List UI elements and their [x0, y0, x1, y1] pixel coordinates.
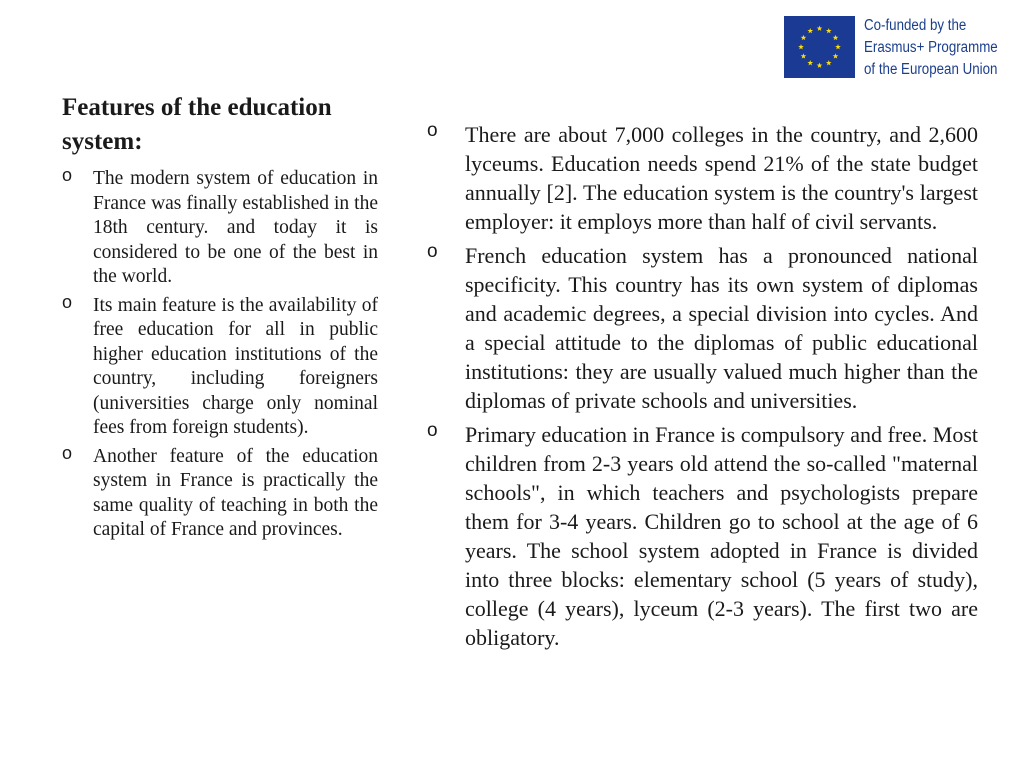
logo-line-2: Erasmus+ Programme — [864, 39, 998, 56]
bullet-marker: o — [62, 442, 73, 463]
bullet-marker: o — [427, 241, 438, 262]
logo-line-3: of the European Union — [864, 61, 998, 78]
eu-flag-background — [784, 16, 855, 78]
bullet-marker: o — [427, 120, 438, 141]
eu-flag-icon — [784, 16, 855, 78]
list-item-text: There are about 7,000 colleges in the country, and 2,600 lyceums. Education needs spend 21% of the state budget annually [2]. The education system is the country's largest employer: it employs more than half of civil servants. — [465, 122, 978, 234]
list-item — [62, 291, 378, 441]
list-item — [62, 442, 378, 543]
list-item-text: Another feature of the education system in France is practically the same quality of teaching in both the capital of France and provinces. — [93, 445, 378, 540]
erasmus-logo — [784, 15, 1016, 81]
list-item — [62, 167, 378, 290]
list-item-text: French education system has a pronounced national specificity. This country has its own system of diplomas and academic degrees, a special division into cycles. And a special attitude to the diplomas of public educational institutions: they are usually valued much higher than the diplomas of private schools and universities. — [465, 243, 978, 413]
list-item-text: Its main feature is the availability of free education for all in public higher education institutions of the country, including foreigners (universities charge only nominal fees from foreign students). — [93, 294, 378, 438]
right-column — [425, 120, 978, 657]
list-item-text: Primary education in France is compulsory and free. Most children from 2-3 years old attend the so-called "maternal schools", in which teachers and psychologists prepare them for 3-4 years. Children go to school at the age of 6 years. The school system adopted in France is divided into three blocks: elementary school (5 years of study), college (4 years), lyceum (2-3 years). The first two are obligatory. — [465, 422, 978, 650]
list-item — [425, 420, 978, 652]
bullet-marker: o — [427, 420, 438, 441]
bullet-marker: o — [62, 291, 73, 312]
list-item — [425, 241, 978, 415]
bullet-marker: o — [62, 165, 73, 185]
list-item-text: The modern system of education in France was finally established in the 18th century. and today it is considered to be one of the best in the world. — [93, 168, 378, 287]
right-bullet-list — [425, 120, 978, 652]
logo-line-1: Co-funded by the — [864, 17, 967, 34]
list-item — [425, 120, 978, 236]
page-title: Features of the education system: — [62, 94, 332, 155]
left-column — [62, 91, 378, 547]
logo-text — [864, 15, 998, 81]
left-bullet-list — [62, 167, 378, 543]
